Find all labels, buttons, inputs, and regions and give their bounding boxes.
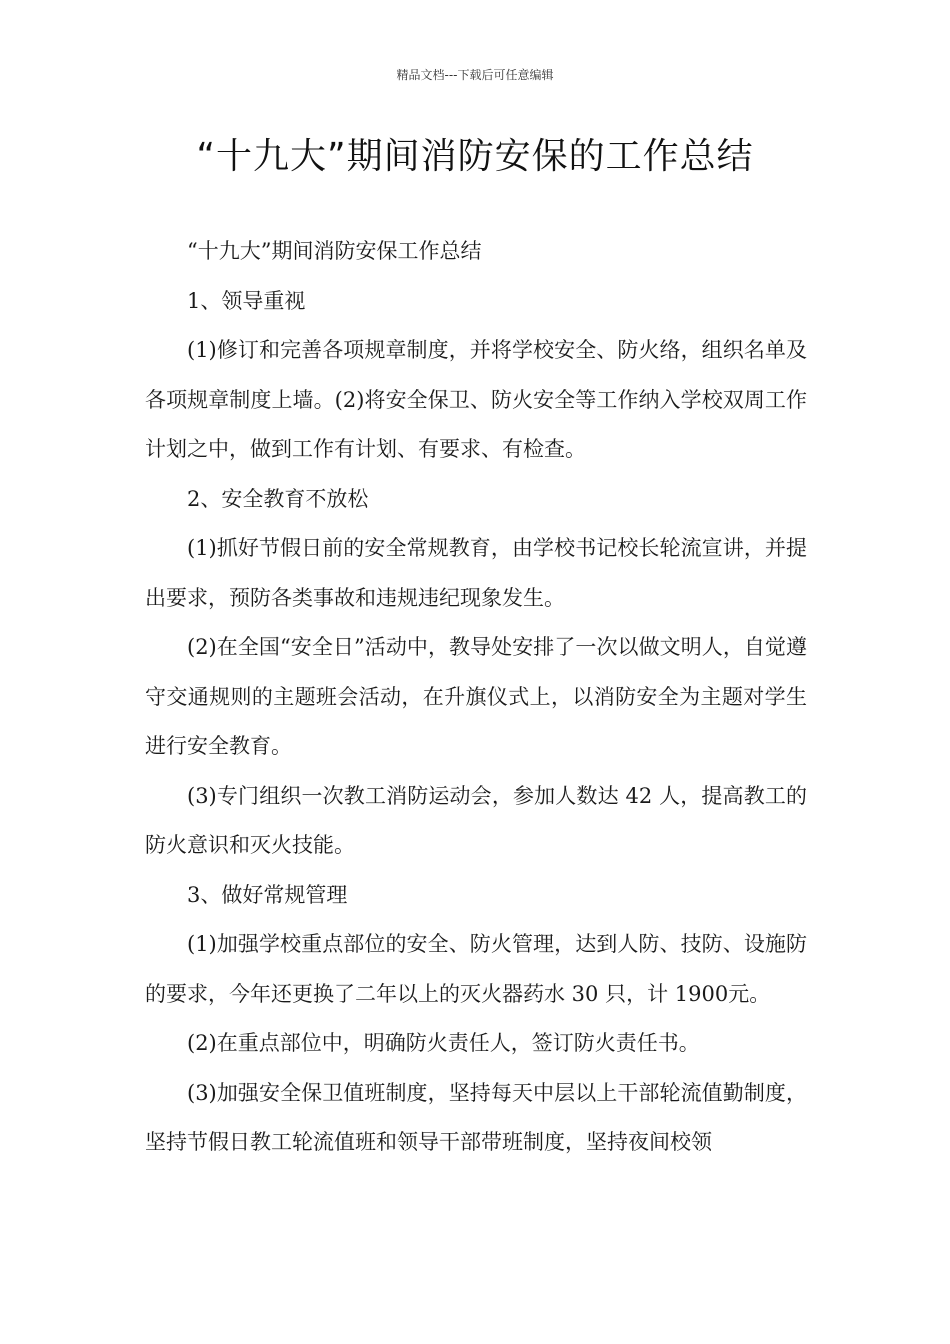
body-paragraph: (1)修订和完善各项规章制度，并将学校安全、防火络，组织名单及各项规章制度上墙。(2)将安全保卫、防火安全等工作纳入学校双周工作计划之中，做到工作有计划、有要求、有检查。 <box>145 338 807 461</box>
body-paragraph: (1)抓好节假日前的安全常规教育，由学校书记校长轮流宣讲，并提出要求，预防各类事故和违规违纪现象发生。 <box>145 536 807 610</box>
header-note: 精品文档---下载后可任意编辑 <box>396 68 554 82</box>
section-heading: 1、领导重视 <box>187 288 306 313</box>
document-body <box>145 227 807 1168</box>
body-paragraph: (1)加强学校重点部位的安全、防火管理，达到人防、技防、设施防的要求，今年还更换了二年以上的灭火器药水 30 只，计 1900元。 <box>145 932 807 1006</box>
section-heading: 3、做好常规管理 <box>187 882 348 907</box>
body-paragraph: (2)在重点部位中，明确防火责任人，签订防火责任书。 <box>187 1031 700 1055</box>
body-paragraph: “十九大”期间消防安保工作总结 <box>187 239 482 263</box>
document-title: “十九大”期间消防安保的工作总结 <box>196 136 754 177</box>
body-paragraph: (2)在全国“安全日”活动中，教导处安排了一次以做文明人，自觉遵守交通规则的主题班会活动，在升旗仪式上，以消防安全为主题对学生进行安全教育。 <box>145 635 807 758</box>
section-heading: 2、安全教育不放松 <box>187 486 369 511</box>
body-paragraph: (3)专门组织一次教工消防运动会，参加人数达 42 人，提高教工的防火意识和灭火技能。 <box>145 783 807 857</box>
body-paragraph: (3)加强安全保卫值班制度，坚持每天中层以上干部轮流值勤制度，坚持节假日教工轮流值班和领导干部带班制度，坚持夜间校领 <box>145 1080 807 1154</box>
